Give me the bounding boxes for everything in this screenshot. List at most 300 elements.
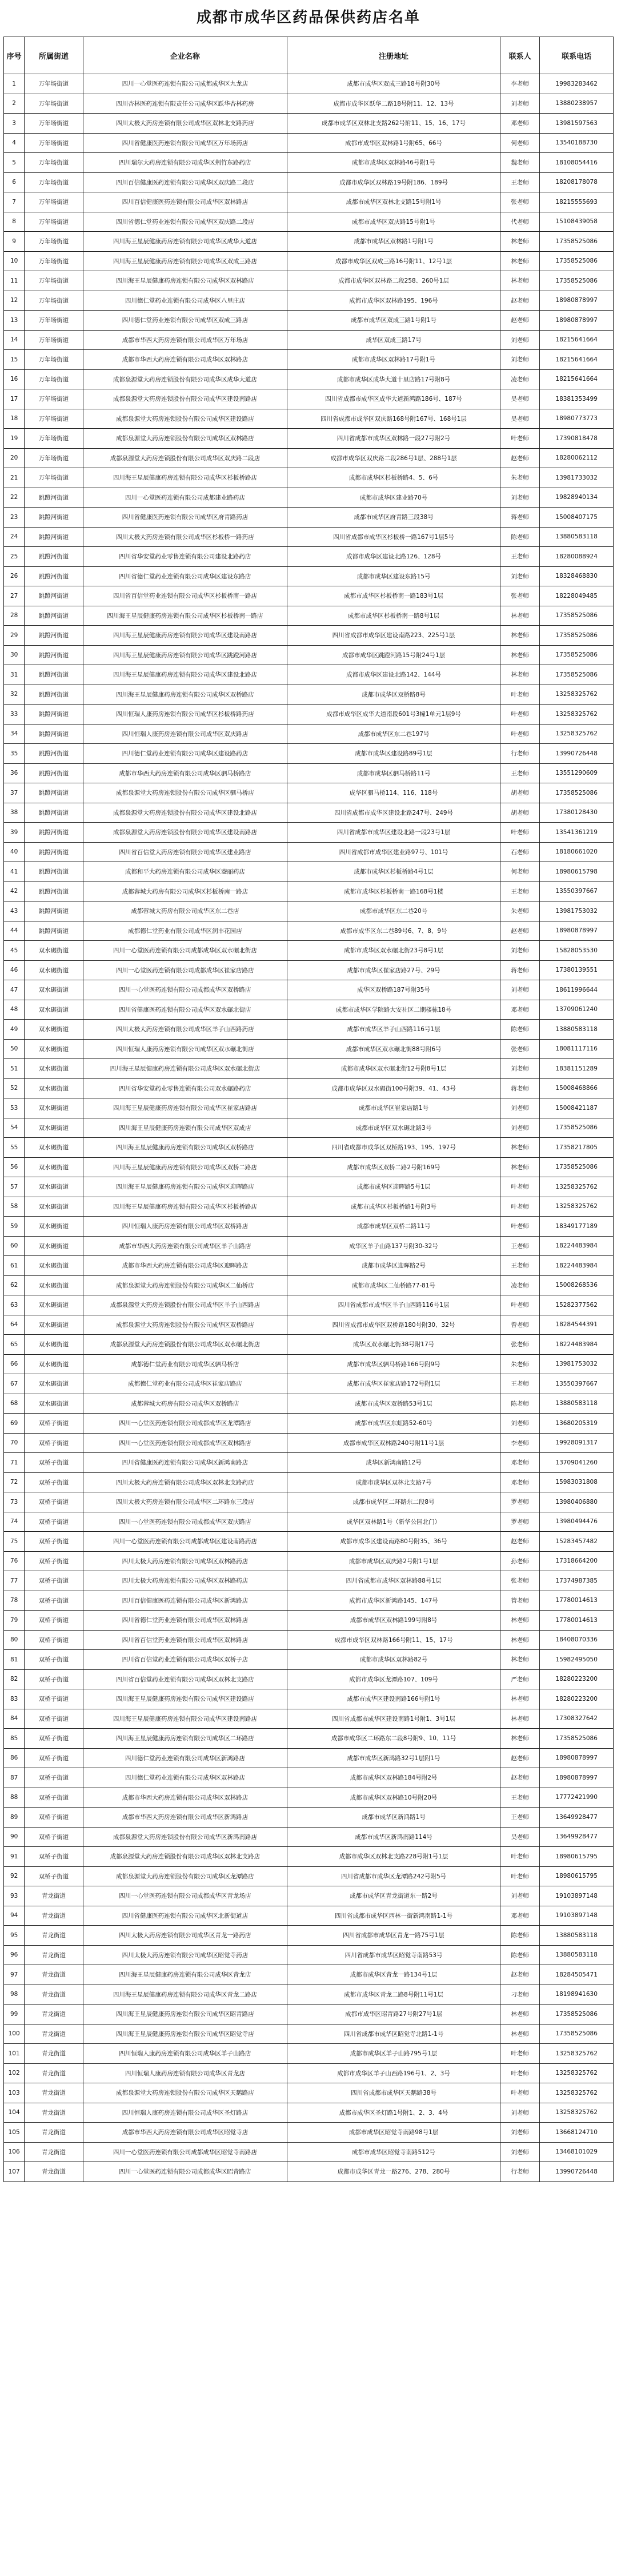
cell-address: 成都市成华区新鸿路1号 xyxy=(287,1808,500,1828)
table-row xyxy=(4,685,614,705)
table-row xyxy=(4,1886,614,1906)
table-row xyxy=(4,823,614,843)
cell-company-name: 四川省百信堂药业连锁有限公司成华区杉板桥南一路店 xyxy=(83,586,287,606)
cell-contact: 王老师 xyxy=(500,172,539,192)
cell-phone: 13468101029 xyxy=(540,2142,614,2162)
table-row xyxy=(4,232,614,252)
cell-street: 跳蹬河街道 xyxy=(25,566,83,586)
cell-address: 成都市成华区双林路二段258、260号1层 xyxy=(287,271,500,291)
cell-contact: 赵老师 xyxy=(500,291,539,311)
cell-phone: 13981753032 xyxy=(540,901,614,921)
header-street: 所属街道 xyxy=(25,37,83,74)
cell-company-name: 成都泉源堂大药房连锁股份有限公司成华区建设北路店 xyxy=(83,803,287,823)
cell-contact: 罗老师 xyxy=(500,1492,539,1512)
cell-contact: 蒋老师 xyxy=(500,960,539,980)
table-row xyxy=(4,1847,614,1867)
cell-phone: 18980773773 xyxy=(540,409,614,429)
table-row xyxy=(4,1275,614,1295)
cell-no: 36 xyxy=(4,763,25,783)
cell-address: 成都市成华区双桥路53号1层 xyxy=(287,1394,500,1414)
cell-address: 成都市成华区二环路东二段8号附9、10、11号 xyxy=(287,1729,500,1749)
cell-phone: 13551290609 xyxy=(540,763,614,783)
cell-contact: 王老师 xyxy=(500,1256,539,1276)
cell-street: 万年场街道 xyxy=(25,311,83,331)
cell-no: 13 xyxy=(4,311,25,331)
cell-street: 青龙街道 xyxy=(25,1985,83,2005)
cell-phone: 18215641664 xyxy=(540,369,614,389)
cell-company-name: 成都泉源堂大药房连锁股份有限公司成华区羊子山西路店 xyxy=(83,1295,287,1315)
cell-contact: 叶老师 xyxy=(500,1295,539,1315)
cell-contact: 叶老师 xyxy=(500,2063,539,2083)
cell-phone: 13880583118 xyxy=(540,1394,614,1414)
cell-no: 81 xyxy=(4,1650,25,1670)
cell-contact: 叶老师 xyxy=(500,2083,539,2103)
cell-no: 59 xyxy=(4,1217,25,1237)
cell-street: 双水碾街道 xyxy=(25,1236,83,1256)
cell-company-name: 四川省德仁堂药业连锁有限公司成华区双林路店 xyxy=(83,1611,287,1631)
table-row xyxy=(4,1177,614,1197)
cell-contact: 林老师 xyxy=(500,665,539,685)
cell-street: 双桥子街道 xyxy=(25,1788,83,1808)
cell-street: 青龙街道 xyxy=(25,2063,83,2083)
cell-company-name: 四川一心堂医药连锁有限公司成都成华区青龙场店 xyxy=(83,1886,287,1906)
cell-address: 成都市成华区二环路东二段8号 xyxy=(287,1492,500,1512)
table-row xyxy=(4,448,614,468)
cell-no: 105 xyxy=(4,2123,25,2143)
cell-contact: 陈老师 xyxy=(500,1945,539,1965)
cell-street: 双水碾街道 xyxy=(25,1118,83,1138)
cell-street: 万年场街道 xyxy=(25,172,83,192)
cell-company-name: 四川省健康医药连锁有限公司成华区北新街道店 xyxy=(83,1906,287,1926)
cell-company-name: 成都泉源堂大药房连锁股份有限公司成华区双庆路二段店 xyxy=(83,448,287,468)
cell-street: 双水碾街道 xyxy=(25,1275,83,1295)
cell-contact: 邓老师 xyxy=(500,1453,539,1473)
cell-street: 万年场街道 xyxy=(25,448,83,468)
cell-street: 跳蹬河街道 xyxy=(25,724,83,744)
cell-phone: 17358525086 xyxy=(540,783,614,803)
cell-no: 6 xyxy=(4,172,25,192)
cell-no: 95 xyxy=(4,1926,25,1946)
cell-contact: 叶老师 xyxy=(500,823,539,843)
cell-address: 成都市成华区青龙一路134号1层 xyxy=(287,1965,500,1985)
cell-phone: 18224483984 xyxy=(540,1256,614,1276)
table-row xyxy=(4,1078,614,1098)
cell-contact: 张老师 xyxy=(500,192,539,212)
cell-contact: 王老师 xyxy=(500,1236,539,1256)
cell-address: 四川省成都市成华区天鹅路38号 xyxy=(287,2083,500,2103)
cell-street: 双水碾街道 xyxy=(25,1039,83,1059)
cell-contact: 叶老师 xyxy=(500,2044,539,2064)
cell-no: 15 xyxy=(4,350,25,370)
cell-phone: 13258325762 xyxy=(540,685,614,705)
cell-address: 四川省成都市成华区建设北路一段23号1层 xyxy=(287,823,500,843)
table-row xyxy=(4,2044,614,2064)
cell-address: 成都市成华区双林路199号附8号 xyxy=(287,1611,500,1631)
table-row xyxy=(4,1472,614,1492)
cell-street: 跳蹬河街道 xyxy=(25,626,83,646)
cell-phone: 13649928477 xyxy=(540,1808,614,1828)
table-row xyxy=(4,1118,614,1138)
cell-street: 双桥子街道 xyxy=(25,1453,83,1473)
cell-phone: 18284505471 xyxy=(540,1965,614,1985)
table-row xyxy=(4,2063,614,2083)
cell-street: 双水碾街道 xyxy=(25,1197,83,1217)
cell-contact: 林老师 xyxy=(500,1709,539,1729)
cell-address: 四川省成都市成华区双林路88号1层 xyxy=(287,1571,500,1591)
cell-contact: 石老师 xyxy=(500,842,539,862)
cell-no: 82 xyxy=(4,1669,25,1689)
cell-contact: 朱老师 xyxy=(500,901,539,921)
table-row xyxy=(4,960,614,980)
cell-no: 40 xyxy=(4,842,25,862)
table-row xyxy=(4,2142,614,2162)
cell-street: 双水碾街道 xyxy=(25,1020,83,1040)
cell-contact: 刘老师 xyxy=(500,1886,539,1906)
cell-contact: 王老师 xyxy=(500,763,539,783)
cell-company-name: 成都德仁堂药业有限公司成华区润丰花园店 xyxy=(83,921,287,941)
cell-phone: 18280062112 xyxy=(540,448,614,468)
cell-phone: 18611996644 xyxy=(540,980,614,1000)
cell-address: 成都市成华区昭觉寺南路98号1层 xyxy=(287,2123,500,2143)
cell-company-name: 四川海王星辰健康药房连锁有限公司成华区杉板桥路店 xyxy=(83,1197,287,1217)
cell-no: 51 xyxy=(4,1059,25,1079)
cell-no: 96 xyxy=(4,1945,25,1965)
cell-contact: 林老师 xyxy=(500,1630,539,1650)
cell-address: 成都市成华区双水碾街100号附39、41、43号 xyxy=(287,1078,500,1098)
cell-company-name: 四川海王星辰健康药房连锁有限公司成华区跳蹬河路店 xyxy=(83,645,287,665)
table-row xyxy=(4,980,614,1000)
cell-no: 32 xyxy=(4,685,25,705)
cell-phone: 13258325762 xyxy=(540,2083,614,2103)
cell-phone: 18284544391 xyxy=(540,1315,614,1335)
cell-company-name: 成都泉源堂大药房连锁股份有限公司成华区建设南路店 xyxy=(83,389,287,409)
table-row xyxy=(4,1551,614,1571)
cell-contact: 张老师 xyxy=(500,1039,539,1059)
cell-contact: 张老师 xyxy=(500,1335,539,1355)
cell-no: 52 xyxy=(4,1078,25,1098)
cell-phone: 17318664200 xyxy=(540,1551,614,1571)
cell-company-name: 四川省健康医药连锁有限公司成华区府青路药店 xyxy=(83,508,287,528)
table-row xyxy=(4,1138,614,1158)
cell-no: 94 xyxy=(4,1906,25,1926)
cell-street: 跳蹬河街道 xyxy=(25,527,83,547)
cell-company-name: 四川海王星辰健康药房连锁有限公司成华区双桥路店 xyxy=(83,1138,287,1158)
cell-phone: 13880583118 xyxy=(540,1020,614,1040)
cell-company-name: 成都市华西大药房连锁有限公司成华区双林路店 xyxy=(83,350,287,370)
cell-no: 79 xyxy=(4,1611,25,1631)
cell-company-name: 四川海王星辰健康药房连锁有限公司成华区迎晖路店 xyxy=(83,1177,287,1197)
cell-company-name: 成都市华西大药房连锁有限公司成华区昭觉寺店 xyxy=(83,2123,287,2143)
cell-address: 成都市成华区东二巷197号 xyxy=(287,724,500,744)
cell-no: 58 xyxy=(4,1197,25,1217)
cell-phone: 18208178078 xyxy=(540,172,614,192)
cell-street: 双水碾街道 xyxy=(25,941,83,961)
cell-address: 四川省成都市成华区双桥路180号附30、32号 xyxy=(287,1315,500,1335)
cell-street: 跳蹬河街道 xyxy=(25,488,83,508)
cell-street: 万年场街道 xyxy=(25,133,83,153)
cell-address: 成都市成华区双成三路18号附30号 xyxy=(287,74,500,94)
table-row xyxy=(4,1217,614,1237)
cell-company-name: 四川太极大药房连锁有限公司成华区青龙一路药店 xyxy=(83,1926,287,1946)
cell-company-name: 四川省百信堂药业连锁有限公司成华区双桥子店 xyxy=(83,1650,287,1670)
cell-no: 89 xyxy=(4,1808,25,1828)
cell-no: 33 xyxy=(4,705,25,724)
cell-address: 成都市成华区府青路三段38号 xyxy=(287,508,500,528)
cell-contact: 刘老师 xyxy=(500,1098,539,1118)
cell-address: 四川省成都市成华区建设南路223、225号1层 xyxy=(287,626,500,646)
cell-street: 双桥子街道 xyxy=(25,1768,83,1788)
cell-contact: 代老师 xyxy=(500,212,539,232)
cell-phone: 17358525086 xyxy=(540,251,614,271)
cell-company-name: 四川省健康医药连锁有限公司成华区双水碾北街店 xyxy=(83,1000,287,1020)
cell-company-name: 四川一心堂医药连锁有限公司成都成华区崔家店路店 xyxy=(83,960,287,980)
cell-address: 成都市成华区建设南路80号附35、36号 xyxy=(287,1532,500,1552)
cell-address: 成都市成华区双林路195、196号 xyxy=(287,291,500,311)
cell-contact: 叶老师 xyxy=(500,705,539,724)
cell-address: 成都市成华区建设北路142、144号 xyxy=(287,665,500,685)
cell-address: 成都市成华区跃华二路18号附11、12、13号 xyxy=(287,94,500,114)
cell-no: 76 xyxy=(4,1551,25,1571)
table-row xyxy=(4,369,614,389)
cell-address: 成都市成华区杉板桥路4号1层 xyxy=(287,862,500,882)
cell-contact: 陈老师 xyxy=(500,1926,539,1946)
cell-company-name: 四川太极大药房连锁有限公司成华区双林北支路药店 xyxy=(83,114,287,134)
cell-company-name: 四川百信健康医药连锁有限公司成华区双庆路二段店 xyxy=(83,172,287,192)
cell-contact: 叶老师 xyxy=(500,1847,539,1867)
cell-street: 双桥子街道 xyxy=(25,1847,83,1867)
cell-contact: 王老师 xyxy=(500,1808,539,1828)
cell-contact: 叶老师 xyxy=(500,1866,539,1886)
cell-phone: 13709061240 xyxy=(540,1000,614,1020)
header-no: 序号 xyxy=(4,37,25,74)
cell-company-name: 成都市华西大药房连锁有限公司成华区迎晖路店 xyxy=(83,1256,287,1276)
cell-no: 86 xyxy=(4,1748,25,1768)
cell-address: 成都市成华区跳蹬河路15号附24号1层 xyxy=(287,645,500,665)
cell-address: 成都市成华区迎晖路5号1层 xyxy=(287,1177,500,1197)
cell-no: 1 xyxy=(4,74,25,94)
cell-phone: 13990726448 xyxy=(540,744,614,764)
table-row xyxy=(4,508,614,528)
cell-company-name: 四川一心堂医药连锁有限公司成都成华区双庆路店 xyxy=(83,1512,287,1532)
cell-company-name: 四川恒瑞人康药房连锁有限公司成华区青龙店 xyxy=(83,2063,287,2083)
cell-phone: 19928091317 xyxy=(540,1433,614,1453)
table-row xyxy=(4,1039,614,1059)
cell-no: 88 xyxy=(4,1788,25,1808)
cell-address: 成都市成华区双林北支路15号附1号 xyxy=(287,192,500,212)
cell-street: 跳蹬河街道 xyxy=(25,705,83,724)
table-row xyxy=(4,2024,614,2044)
cell-address: 成华区驷马桥114、116、118号 xyxy=(287,783,500,803)
cell-company-name: 四川一心堂医药连锁有限公司成都成华区双水碾北街店 xyxy=(83,941,287,961)
table-row xyxy=(4,1906,614,1926)
cell-contact: 刘老师 xyxy=(500,94,539,114)
cell-phone: 18198941630 xyxy=(540,1985,614,2005)
cell-street: 青龙街道 xyxy=(25,2123,83,2143)
cell-address: 四川省成都市成华区昭觉寺南路53号 xyxy=(287,1945,500,1965)
table-row xyxy=(4,1414,614,1434)
cell-address: 成都市成华区杉板桥路4、5、6号 xyxy=(287,468,500,488)
cell-street: 双水碾街道 xyxy=(25,1217,83,1237)
cell-phone: 15008407175 xyxy=(540,508,614,528)
cell-no: 67 xyxy=(4,1374,25,1394)
table-row xyxy=(4,311,614,331)
cell-street: 双水碾街道 xyxy=(25,1000,83,1020)
cell-no: 74 xyxy=(4,1512,25,1532)
cell-company-name: 成都市华西大药房连锁有限公司成华区新鸿路店 xyxy=(83,1808,287,1828)
table-row xyxy=(4,665,614,685)
cell-street: 双水碾街道 xyxy=(25,960,83,980)
table-row xyxy=(4,803,614,823)
cell-no: 18 xyxy=(4,409,25,429)
cell-contact: 叶老师 xyxy=(500,724,539,744)
cell-street: 青龙街道 xyxy=(25,2103,83,2123)
table-row xyxy=(4,1433,614,1453)
table-row xyxy=(4,626,614,646)
cell-contact: 叶老师 xyxy=(500,1197,539,1217)
cell-phone: 18180661020 xyxy=(540,842,614,862)
cell-contact: 林老师 xyxy=(500,1138,539,1158)
cell-phone: 15983031808 xyxy=(540,1472,614,1492)
cell-no: 60 xyxy=(4,1236,25,1256)
cell-no: 64 xyxy=(4,1315,25,1335)
cell-street: 双水碾街道 xyxy=(25,1354,83,1374)
cell-address: 成都市成华区新鸿南路114号 xyxy=(287,1827,500,1847)
cell-phone: 19103897148 xyxy=(540,1906,614,1926)
cell-no: 90 xyxy=(4,1827,25,1847)
table-row xyxy=(4,1748,614,1768)
cell-company-name: 四川海王星辰健康药房连锁有限公司成华区建设南路店 xyxy=(83,1709,287,1729)
cell-phone: 17380128430 xyxy=(540,803,614,823)
cell-company-name: 四川百信健康医药连锁有限公司成华区双林路店 xyxy=(83,192,287,212)
cell-street: 万年场街道 xyxy=(25,271,83,291)
cell-street: 双水碾街道 xyxy=(25,1078,83,1098)
table-row xyxy=(4,882,614,901)
cell-company-name: 四川恒瑞人康药房连锁有限公司成华区双桥路店 xyxy=(83,1217,287,1237)
table-row xyxy=(4,251,614,271)
cell-street: 青龙街道 xyxy=(25,2005,83,2024)
cell-no: 44 xyxy=(4,921,25,941)
cell-phone: 13668124710 xyxy=(540,2123,614,2143)
table-row xyxy=(4,192,614,212)
cell-no: 16 xyxy=(4,369,25,389)
table-row xyxy=(4,74,614,94)
cell-contact: 叶老师 xyxy=(500,685,539,705)
cell-address: 成都市成华区新鸿路145、147号 xyxy=(287,1591,500,1611)
cell-contact: 王老师 xyxy=(500,1374,539,1394)
table-row xyxy=(4,330,614,350)
cell-phone: 18980878997 xyxy=(540,1748,614,1768)
cell-no: 23 xyxy=(4,508,25,528)
cell-contact: 赵老师 xyxy=(500,1965,539,1985)
table-row xyxy=(4,212,614,232)
table-row xyxy=(4,724,614,744)
cell-street: 双桥子街道 xyxy=(25,1571,83,1591)
cell-street: 双桥子街道 xyxy=(25,1729,83,1749)
table-row xyxy=(4,547,614,567)
table-row xyxy=(4,2005,614,2024)
cell-address: 四川省成都市成华区双庆路168号附167号、168号1层 xyxy=(287,409,500,429)
cell-no: 66 xyxy=(4,1354,25,1374)
cell-address: 成都市成华区羊子山路795号1层 xyxy=(287,2044,500,2064)
cell-phone: 18228049485 xyxy=(540,586,614,606)
cell-phone: 13258325762 xyxy=(540,705,614,724)
cell-address: 四川省成都市成华区双桥路193、195、197号 xyxy=(287,1138,500,1158)
cell-street: 双桥子街道 xyxy=(25,1512,83,1532)
cell-address: 成都市成华区建设路89号1层 xyxy=(287,744,500,764)
cell-address: 四川省成都市成华区双林路一段27号附2号 xyxy=(287,429,500,449)
cell-address: 成华区新鸿南路12号 xyxy=(287,1453,500,1473)
cell-address: 成都市成华区崔家店路27号、29号 xyxy=(287,960,500,980)
cell-company-name: 成都泉源堂大药房连锁股份有限公司成华区二仙桥店 xyxy=(83,1275,287,1295)
cell-phone: 17358217805 xyxy=(540,1138,614,1158)
cell-company-name: 成都德仁堂药业有限公司成华区崔家店路店 xyxy=(83,1374,287,1394)
table-row xyxy=(4,1512,614,1532)
cell-company-name: 四川海王星辰健康药房连锁有限公司成华区青龙店 xyxy=(83,1965,287,1985)
cell-phone: 13680205319 xyxy=(540,1414,614,1434)
cell-company-name: 四川海王星辰健康药房连锁有限公司成华区青龙二路店 xyxy=(83,1985,287,2005)
cell-street: 跳蹬河街道 xyxy=(25,862,83,882)
cell-contact: 魏老师 xyxy=(500,153,539,173)
cell-no: 37 xyxy=(4,783,25,803)
cell-no: 3 xyxy=(4,114,25,134)
cell-company-name: 四川杏林医药连锁有限责任公司成华区跃华杏林药房 xyxy=(83,94,287,114)
cell-no: 41 xyxy=(4,862,25,882)
cell-street: 跳蹬河街道 xyxy=(25,744,83,764)
cell-address: 成都市成华区双林路19号附186、189号 xyxy=(287,172,500,192)
cell-address: 成都市成华区双桥二路2号附169号 xyxy=(287,1157,500,1177)
cell-company-name: 四川海王星辰健康药房连锁有限公司成华区崔家店路店 xyxy=(83,1098,287,1118)
table-row xyxy=(4,1453,614,1473)
cell-street: 跳蹬河街道 xyxy=(25,685,83,705)
cell-street: 跳蹬河街道 xyxy=(25,763,83,783)
cell-no: 49 xyxy=(4,1020,25,1040)
cell-phone: 18381353499 xyxy=(540,389,614,409)
cell-phone: 13880583118 xyxy=(540,1945,614,1965)
cell-address: 成都市成华区双林路17号附1号 xyxy=(287,350,500,370)
cell-street: 青龙街道 xyxy=(25,2083,83,2103)
table-row xyxy=(4,1729,614,1749)
table-row xyxy=(4,1354,614,1374)
cell-street: 万年场街道 xyxy=(25,192,83,212)
cell-address: 成都市成华区二仙桥路77-81号 xyxy=(287,1275,500,1295)
cell-no: 61 xyxy=(4,1256,25,1276)
cell-no: 99 xyxy=(4,2005,25,2024)
table-row xyxy=(4,153,614,173)
cell-phone: 17358525086 xyxy=(540,271,614,291)
cell-contact: 曾老师 xyxy=(500,1315,539,1335)
cell-company-name: 四川德仁堂药业连锁有限公司成华区新鸿路店 xyxy=(83,1748,287,1768)
cell-no: 2 xyxy=(4,94,25,114)
table-row xyxy=(4,1965,614,1985)
cell-street: 万年场街道 xyxy=(25,330,83,350)
cell-address: 成都市成华区杉板桥南一路183号1层 xyxy=(287,586,500,606)
cell-contact: 刘老师 xyxy=(500,1414,539,1434)
cell-phone: 18328468830 xyxy=(540,566,614,586)
cell-contact: 林老师 xyxy=(500,251,539,271)
cell-street: 青龙街道 xyxy=(25,1965,83,1985)
cell-phone: 18980878997 xyxy=(540,291,614,311)
cell-street: 双水碾街道 xyxy=(25,1256,83,1276)
cell-contact: 叶老师 xyxy=(500,1177,539,1197)
table-row xyxy=(4,744,614,764)
cell-street: 万年场街道 xyxy=(25,74,83,94)
cell-street: 双桥子街道 xyxy=(25,1472,83,1492)
cell-street: 双桥子街道 xyxy=(25,1669,83,1689)
cell-address: 四川省成都市成华区羊子山西路116号1层 xyxy=(287,1295,500,1315)
cell-address: 成都市成华区驷马桥路11号 xyxy=(287,763,500,783)
cell-street: 万年场街道 xyxy=(25,94,83,114)
cell-address: 成都市成华区崔家店路1号 xyxy=(287,1098,500,1118)
